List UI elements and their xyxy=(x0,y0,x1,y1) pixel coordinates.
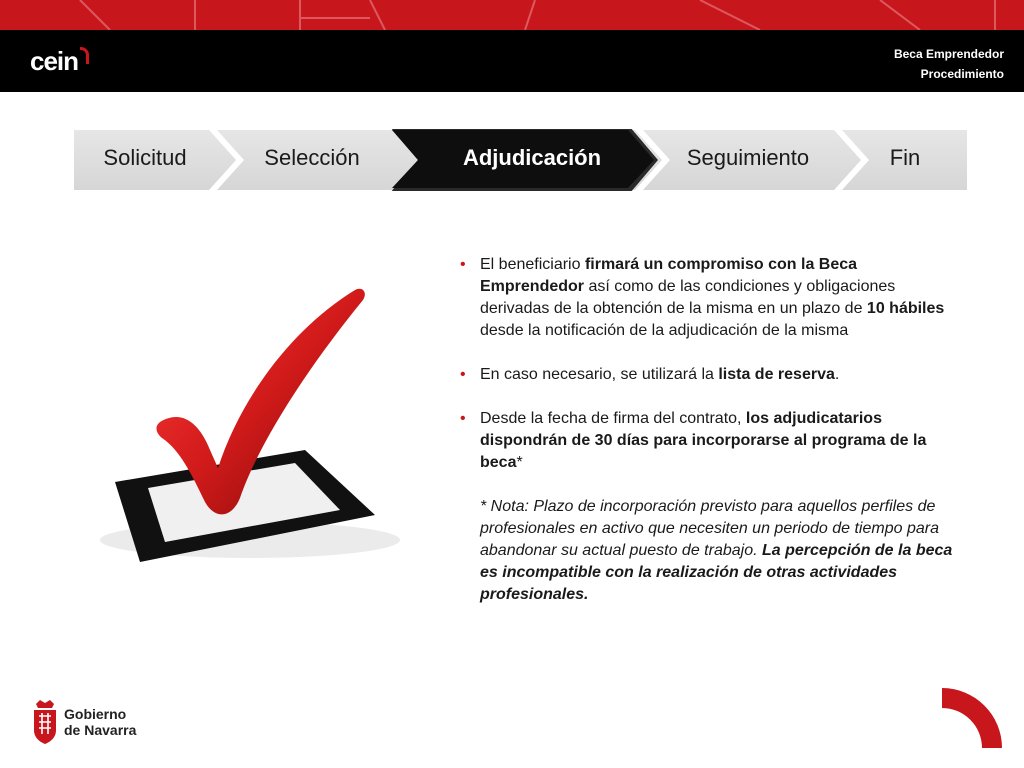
checkmark-illustration xyxy=(100,270,400,575)
navarra-shield-icon xyxy=(32,700,58,744)
step-seguimiento[interactable]: Seguimiento xyxy=(686,145,810,170)
content-text xyxy=(458,254,958,606)
bullet-dot-icon: • xyxy=(460,256,466,273)
gobierno-navarra-logo xyxy=(32,700,136,744)
top-decor-strip xyxy=(0,0,1024,30)
header-title-line1: Beca Emprendedor xyxy=(893,47,1004,61)
bullet-item: • El beneficiario firmará un compromiso con la Beca Emprendedor así como de las condiciones y obligaciones derivadas de la obtención de la misma en un plazo de 10 hábiles desde la notificación de la adjudicación de la misma xyxy=(460,256,945,339)
header-bar xyxy=(0,30,1024,92)
step-solicitud[interactable]: Solicitud xyxy=(103,145,187,170)
process-steps xyxy=(74,129,967,191)
header-title xyxy=(894,44,1004,84)
bullet-dot-icon: • xyxy=(460,410,466,427)
gobierno-text: Gobierno de Navarra xyxy=(64,706,137,738)
step-seleccion[interactable]: Selección xyxy=(264,145,360,170)
cein-logo xyxy=(30,44,89,78)
header-title-line2: Procedimiento xyxy=(920,67,1004,81)
logo-text: cein xyxy=(30,45,79,76)
bullet-item: • En caso necesario, se utilizará la lista de reserva. xyxy=(458,364,958,386)
step-fin[interactable]: Fin xyxy=(889,145,921,170)
logo-accent-icon xyxy=(80,47,89,64)
corner-arc-decor xyxy=(940,686,1004,755)
bullet-dot-icon: • xyxy=(460,366,466,383)
bullet-item: • Desde la fecha de firma del contrato, los adjudicatarios dispondrán de 30 días para incorporarse al programa de la beca* xyxy=(460,410,927,471)
step-adjudicacion[interactable]: Adjudicación xyxy=(462,145,602,170)
note-text: * Nota: Plazo de incorporación previsto para aquellos perfiles de profesionales en activo que necesiten un periodo de tiempo para abandonar su actual puesto de trabajo. La percepción de la beca es incompatible con la realización de otras actividades profesionales. xyxy=(480,498,953,603)
